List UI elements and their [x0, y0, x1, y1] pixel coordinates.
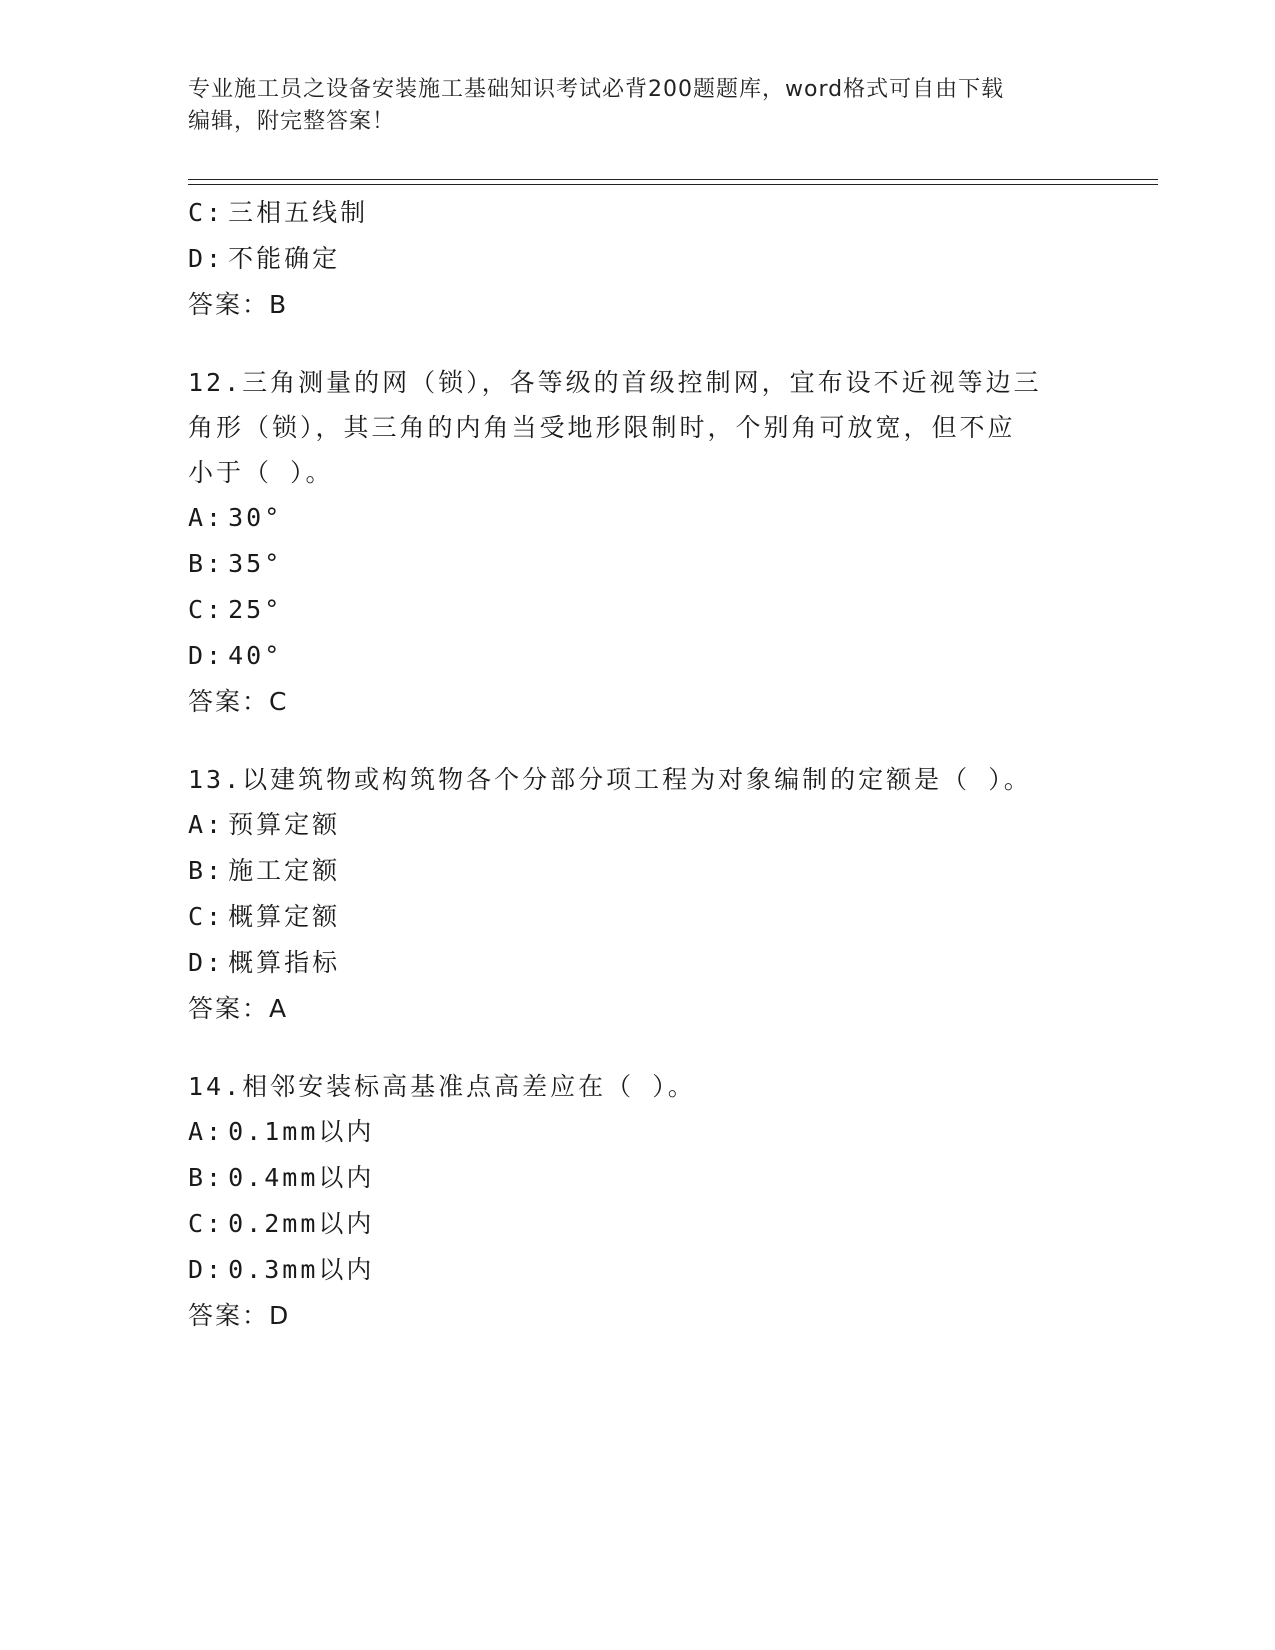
answer-line: 答案：D	[188, 1301, 291, 1330]
header-title-line-2: 编辑，附完整答案！	[188, 109, 396, 134]
question-stem-line: 13.以建筑物或构筑物各个分部分项工程为对象编制的定额是（ ）。	[188, 765, 1032, 794]
document-header	[188, 74, 1088, 138]
answer-line: 答案：C	[188, 687, 289, 716]
option-c: C: 概算定额	[188, 902, 341, 931]
option-d: D: 40°	[188, 641, 283, 670]
option-d: D: 0.3mm以内	[188, 1255, 375, 1284]
header-title-line-1: 专业施工员之设备安装施工基础知识考试必背200题题库，word格式可自由下载	[188, 77, 1005, 102]
answer-line: 答案：B	[188, 290, 289, 319]
option-a: A: 0.1mm以内	[188, 1117, 375, 1146]
option-d: D: 概算指标	[188, 948, 341, 977]
header-divider-bottom	[188, 184, 1158, 185]
question-stem-line: 小于（ ）。	[188, 458, 334, 487]
question-stem-line: 角形（锁），其三角的内角当受地形限制时，个别角可放宽，但不应	[188, 413, 1016, 442]
option-d: D: 不能确定	[188, 244, 341, 273]
option-c: C: 25°	[188, 595, 283, 624]
question-stem	[188, 757, 1093, 802]
question-stem-line: 12.三角测量的网（锁），各等级的首级控制网，宜布设不近视等边三	[188, 368, 1042, 397]
question-11-continued	[188, 190, 1088, 328]
option-c: C: 三相五线制	[188, 198, 369, 227]
question-stem	[188, 1064, 1093, 1109]
option-b: B: 35°	[188, 549, 283, 578]
question-13	[188, 757, 1088, 1032]
answer-line: 答案：A	[188, 994, 289, 1023]
question-stem	[188, 360, 1093, 495]
question-stem-line: 14.相邻安装标高基准点高差应在（ ）。	[188, 1072, 696, 1101]
question-content	[188, 190, 1088, 1339]
header-divider-top	[188, 179, 1158, 180]
option-b: B: 0.4mm以内	[188, 1163, 375, 1192]
option-b: B: 施工定额	[188, 856, 341, 885]
option-a: A: 预算定额	[188, 810, 341, 839]
option-a: A: 30°	[188, 503, 283, 532]
option-c: C: 0.2mm以内	[188, 1209, 375, 1238]
question-14	[188, 1064, 1088, 1339]
question-12	[188, 360, 1088, 725]
